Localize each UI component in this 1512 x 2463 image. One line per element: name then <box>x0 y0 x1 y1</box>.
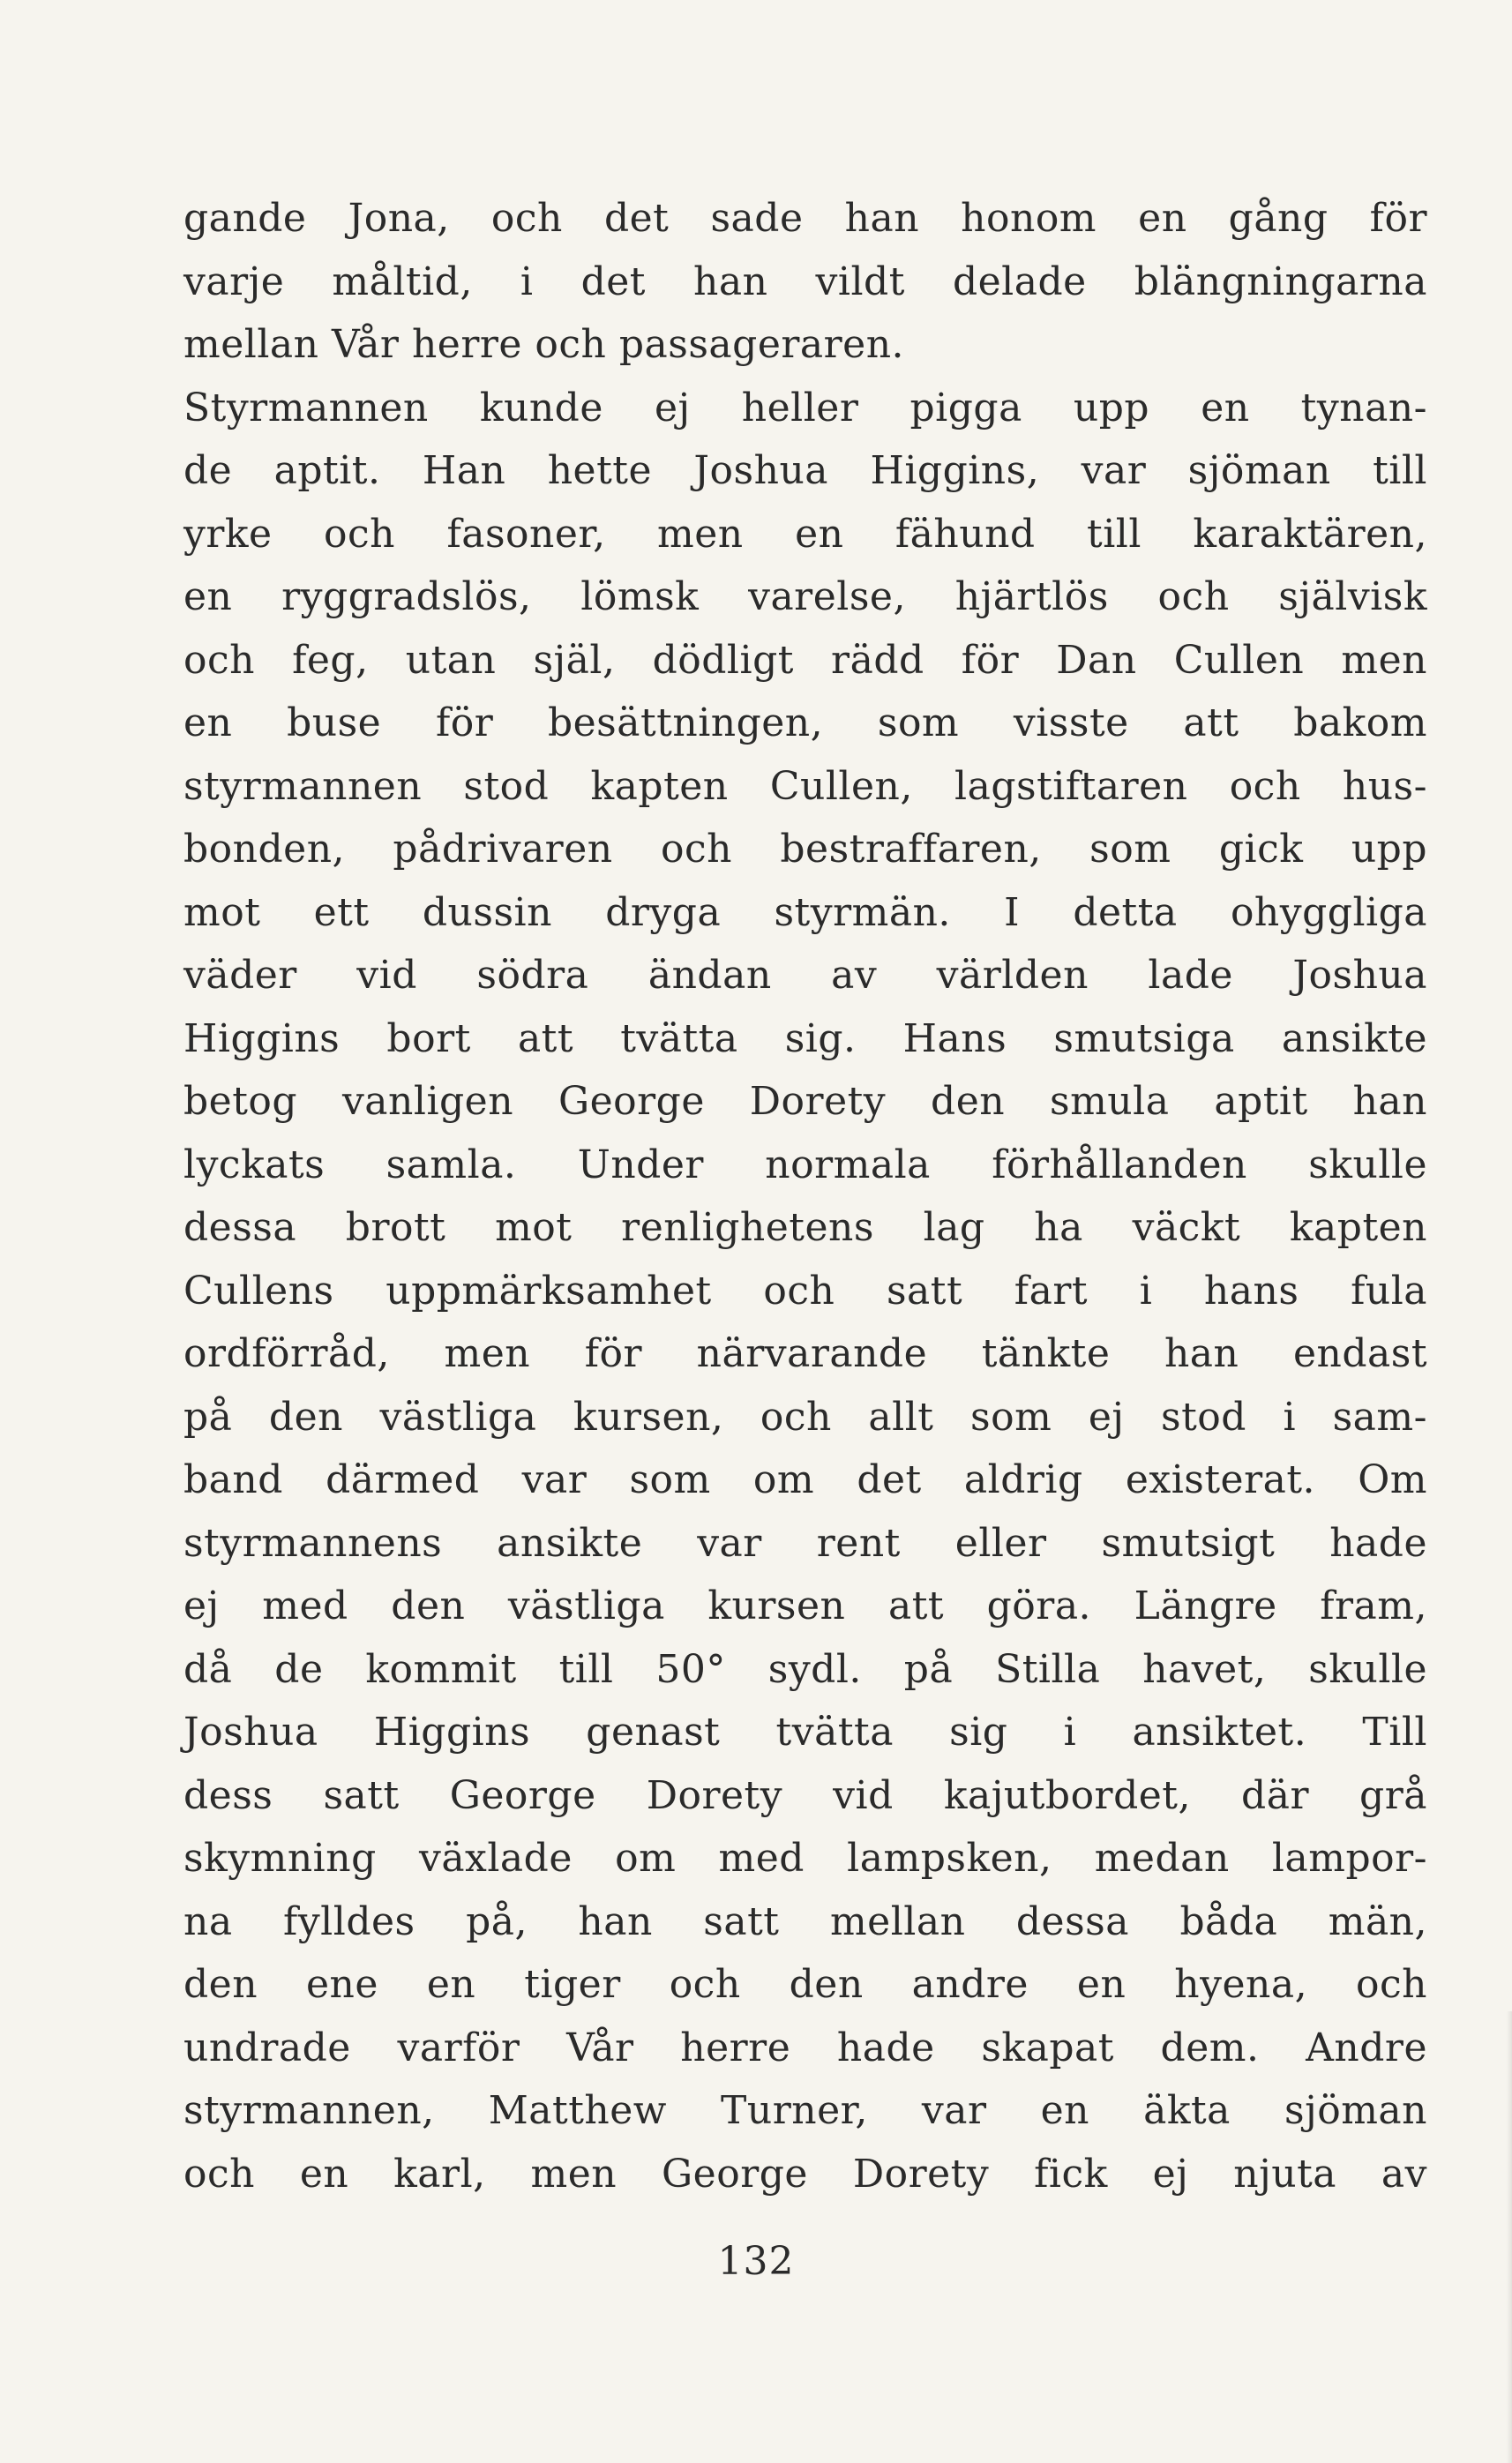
text-line: väder vid södra ändan av världen lade Joshua <box>183 953 1427 998</box>
text-line: och en karl, men George Dorety fick ej njuta av <box>183 2151 1427 2197</box>
text-line: ej med den västliga kursen att göra. Längre fram, <box>183 1583 1427 1628</box>
page-number: 132 <box>717 2239 795 2284</box>
text-line: Styrmannen kunde ej heller pigga upp en tynan- <box>183 385 1427 430</box>
text-line: undrade varför Vår herre hade skapat dem. Andre <box>183 2025 1427 2070</box>
text-line: yrke och fasoner, men en fähund till karaktären, <box>183 511 1427 557</box>
text-line: en ryggradslös, lömsk varelse, hjärtlös och självisk <box>183 574 1427 619</box>
text-line: styrmannen stod kapten Cullen, lagstiftaren och hus- <box>183 763 1427 809</box>
text-line: ordförråd, men för närvarande tänkte han endast <box>183 1331 1427 1376</box>
text-line: mellan Vår herre och passageraren. <box>183 322 905 367</box>
body-text <box>183 187 1427 2205</box>
text-line: och feg, utan själ, dödligt rädd för Dan Cullen men <box>183 637 1427 683</box>
text-line: Joshua Higgins genast tvätta sig i ansiktet. Till <box>183 1710 1427 1755</box>
text-line: na fylldes på, han satt mellan dessa båda män, <box>183 1898 1427 1944</box>
page-edge-shadow <box>1507 2011 1512 2463</box>
text-line: mot ett dussin dryga styrmän. I detta ohyggliga <box>183 889 1427 935</box>
text-line: Higgins bort att tvätta sig. Hans smutsiga ansikte <box>183 1015 1427 1061</box>
text-line: lyckats samla. Under normala förhållanden skulle <box>183 1142 1427 1187</box>
text-line: de aptit. Han hette Joshua Higgins, var sjöman till <box>183 448 1427 493</box>
text-line: den ene en tiger och den andre en hyena, och <box>183 1962 1427 2007</box>
text-line: bonden, pådrivaren och bestraffaren, som gick upp <box>183 827 1427 872</box>
text-line: Cullens uppmärksamhet och satt fart i hans fula <box>183 1268 1427 1314</box>
text-line: dessa brott mot renlighetens lag ha väckt kapten <box>183 1205 1427 1250</box>
text-line: på den västliga kursen, och allt som ej stod i sam- <box>183 1394 1427 1440</box>
text-line: gande Jona, och det sade han honom en gång för <box>183 196 1427 241</box>
text-line: varje måltid, i det han vildt delade blängningarna <box>183 258 1427 304</box>
text-line: en buse för besättningen, som visste att bakom <box>183 700 1427 745</box>
text-line: betog vanligen George Dorety den smula aptit han <box>183 1079 1427 1124</box>
text-line: styrmannen, Matthew Turner, var en äkta sjöman <box>183 2088 1427 2133</box>
text-line: styrmannens ansikte var rent eller smutsigt hade <box>183 1520 1427 1566</box>
text-line: då de kommit till 50° sydl. på Stilla havet, skulle <box>183 1646 1427 1692</box>
text-line: skymning växlade om med lampsken, medan lampor- <box>183 1836 1427 1881</box>
text-line: band därmed var som om det aldrig existerat. Om <box>183 1457 1427 1502</box>
text-line: dess satt George Dorety vid kajutbordet, där grå <box>183 1772 1427 1818</box>
